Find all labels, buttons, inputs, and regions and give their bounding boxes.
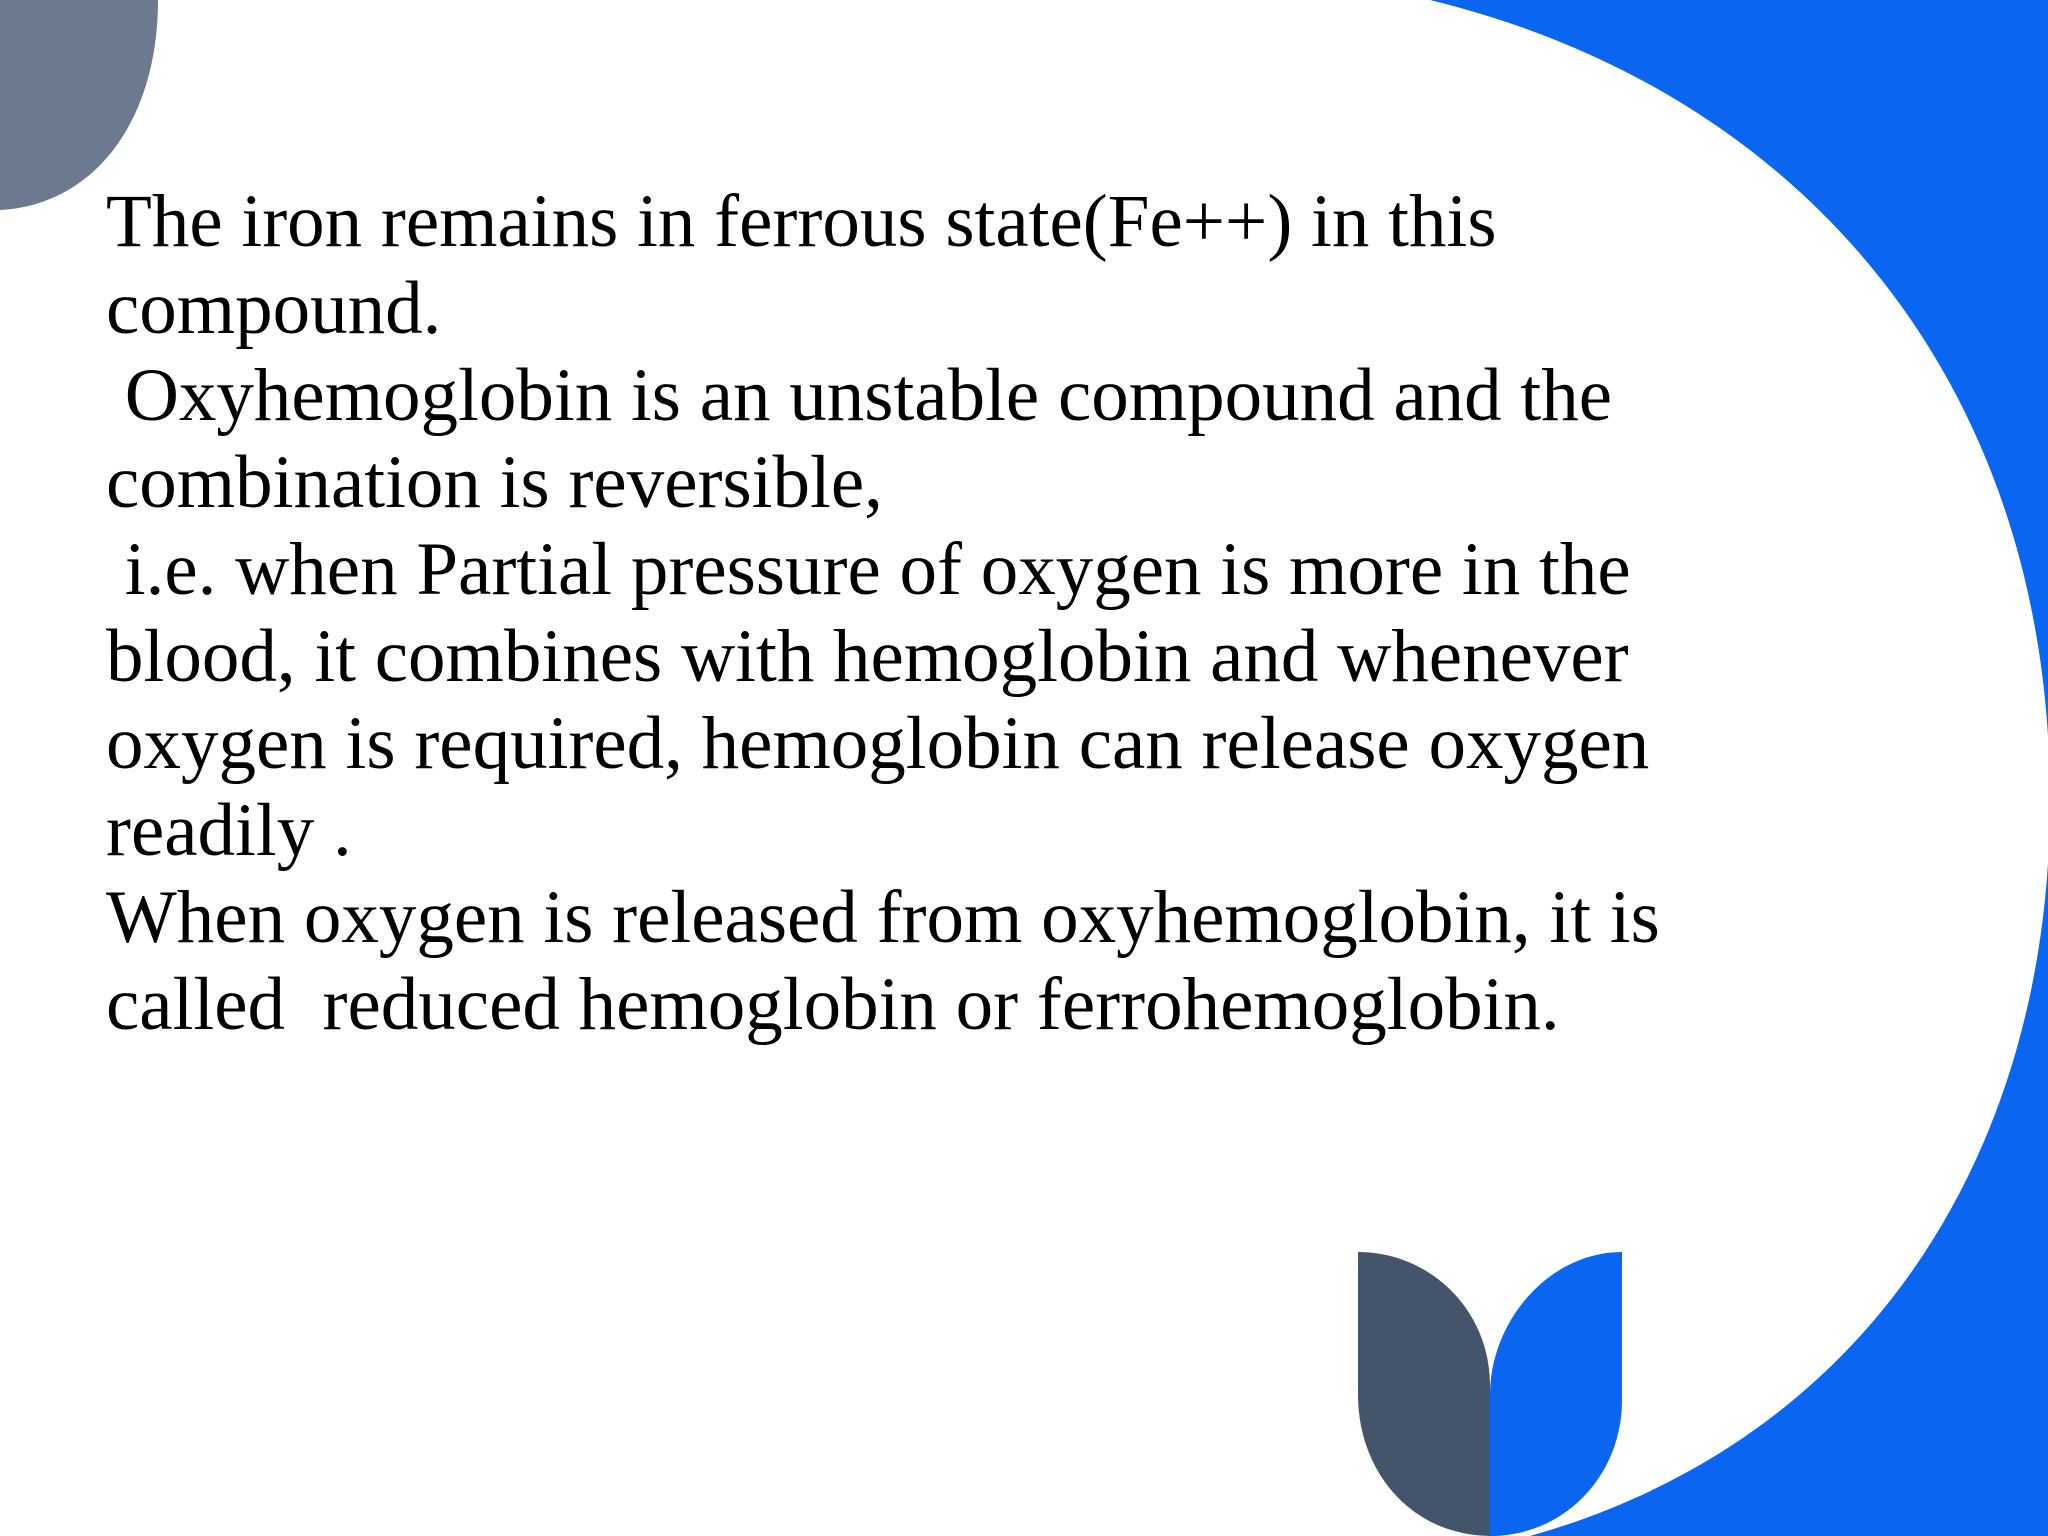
- paragraph-unstable-compound: Oxyhemoglobin is an unstable compound and the combination is reversible,: [106, 354, 1613, 524]
- dark-petal-shape: [1358, 1252, 1492, 1536]
- paragraph-reduced-hemoglobin: When oxygen is released from oxyhemoglobin, it is called reduced hemoglobin or ferrohemoglobin.: [106, 876, 1660, 1046]
- slide-body-text: [106, 178, 1806, 1048]
- paragraph-ferrous-state: The iron remains in ferrous state(Fe++) in this compound.: [106, 180, 1497, 350]
- blue-petal-shape: [1490, 1252, 1622, 1536]
- paragraph-partial-pressure: i.e. when Partial pressure of oxygen is more in the blood, it combines with hemoglobin and whenever oxygen is required, hemoglobin can release oxygen readily .: [106, 528, 1650, 872]
